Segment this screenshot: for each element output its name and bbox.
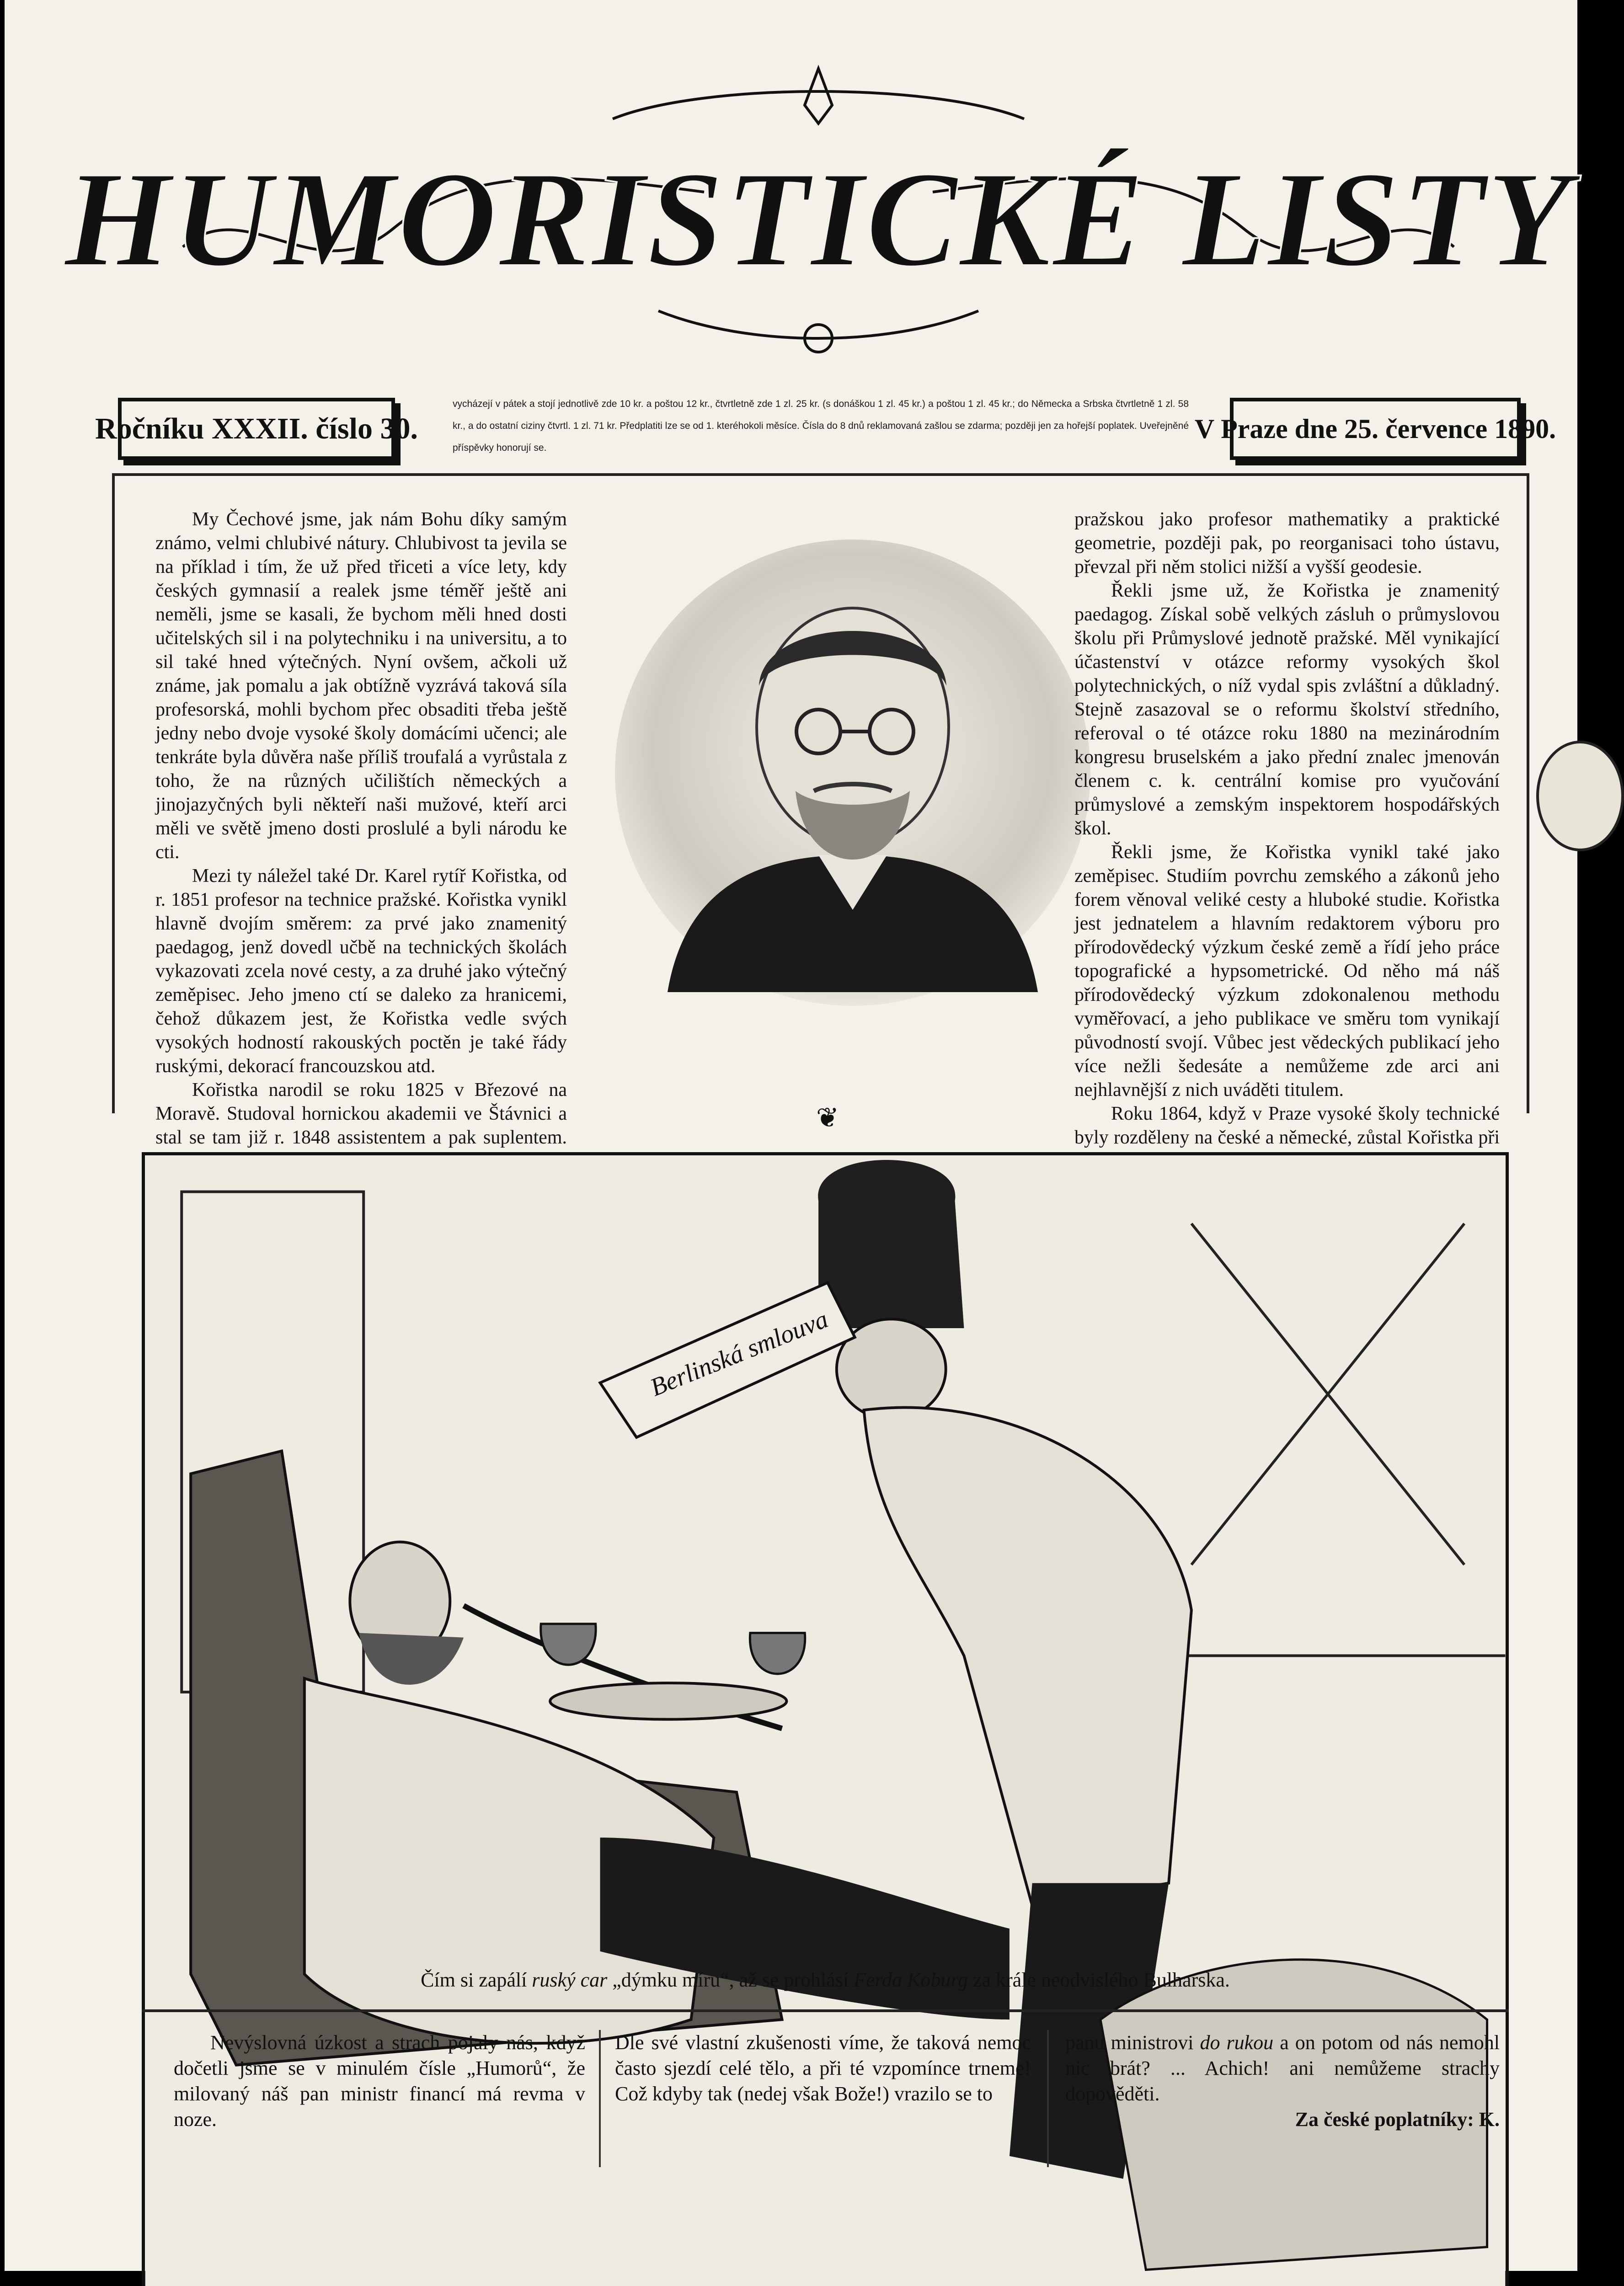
article-paragraph: Kořistka narodil se roku 1825 v Březové na Moravě. Studoval hornickou akademii ve Štávnici a stal se tam již r. 1848 assistentem a pak suplentem. (155, 1079, 567, 1148)
frame-left-border (112, 473, 115, 1113)
footer-col3-prefix: panu ministrovi (1065, 2031, 1200, 2054)
portrait-engraving-icon (613, 535, 1093, 1010)
column-divider (599, 2030, 601, 2167)
footer-column-2: Dle své vlastní zkušenosti víme, že taková nemoc často sjezdí celé tělo, a při té vzpomínce trneme! Což kdyby tak (nedej však Bože!) vrazilo se to (615, 2031, 1031, 2105)
footer-rule (142, 2009, 1509, 2012)
footer-column-1: Nevýslovná úzkost a strach pojaly nás, když dočetli jsme se v minulém čísle „Humorů“, že milovaný náš pan ministr financí má revma v noze. (174, 2031, 585, 2131)
newspaper-page (5, 0, 1577, 2271)
article-left-column (155, 507, 567, 1173)
article-paragraph: Roku 1864, když v Praze vysoké školy technické byly rozděleny na české a německé, zůstal Kořistka při (1074, 1103, 1500, 1148)
footer-column-3 (1065, 2030, 1500, 2132)
caption-suffix: za krále neodvislého Bulharska. (967, 1969, 1230, 1991)
cartoon-caption (142, 1968, 1509, 1992)
footer-col3-suffix: a on potom od nás nemohl nic brát? ... Achich! ani nemůžeme strachy dopověděti. (1065, 2031, 1500, 2105)
article-paragraph: Řekli jsme už, že Kořistka je znamenitý paedagog. Získal sobě velkých zásluh o průmyslovou školu při Průmyslové jednotě pražské. Měl vynikající účastenství v otázce reformy vysokých škol polytechnických, o níž vydal spis zvláštní a důkladný. Stejně zasazoval se o reformu školství středního, referoval o té otázce roku 1880 na mezinárodním kongresu bruselském a jako přední znalec jmenován členem c. k. centrální komise pro vyučování průmyslové a zemským inspektorem hospodářských škol. (1074, 580, 1500, 839)
footer-signature: Za české poplatníky: K. (1295, 2108, 1500, 2131)
scroll-text: Berlinská smlouva (646, 1305, 832, 1402)
subscription-info: vycházejí v pátek a stojí jednotlivě zde 10 kr. a poštou 12 kr., čtvrtletně zde 1 zl. 25 kr. (s donáškou 1 zl. 45 kr.) a poštou 1 zl. 45 kr.; do Německa a Srbska čtvrtletně 1 zl. 58 kr., a do ostatní ciziny čtvrtl. 1 zl. 71 kr. Předplatiti lze se od 1. kteréhokoli měsíce. Čísla do 8 dnů reklamovaná zašlou se zdarma; později jen za hořejší poplatek. Uveřejněné příspěvky honorují se. (453, 399, 1189, 453)
column-divider (1047, 2030, 1049, 2167)
caption-emphasis: ruský car (532, 1969, 608, 1991)
date-badge (1194, 398, 1556, 460)
volume-text: Ročníku XXXII. číslo 30. (95, 412, 418, 445)
masthead-ornament-icon (64, 55, 1572, 375)
library-stamp-icon (1536, 741, 1624, 851)
caption-mid: „dýmku míru“, až se prohlásí (607, 1969, 854, 1991)
article-paragraph: My Čechové jsme, jak nám Bohu díky samým známo, velmi chlubivé nátury. Chlubivost ta jevila se na příklad i tím, že už před třiceti a více lety, kdy českých gymnasií a realek jsme téměř ještě ani neměli, jsme se kasali, že bychom měli hned dosti učitelských sil i na polytechniku i na universitu, a to sil také hned výtečných. Nyní ovšem, ačkoli už známe, jak pomalu a jak obtížně vyzrává taková síla profesorská, mohli bychom přec obsaditi třeba ještě jedny nebo dvoje vysoké školy domácími učenci; ale tenkráte byla důvěra naše příliš troufalá a vyrůstala z toho, že na různých učilištích německých a jinojazyčných byli někteří naši mužové, kteří arci měli ve světě jmeno dosti proslulé a byli národu ke cti. (155, 509, 567, 863)
article-right-column (1074, 507, 1500, 1173)
article-paragraph: Řekli jsme, že Kořistka vynikl také jako zeměpisec. Studiím povrchu zemského a zákonů jeho forem věnoval veliké cesty a hluboké studie. Kořistka jest jednatelem a hlavním redaktorem výboru pro přírodovědecký výzkum české země a řídí jeho práce topografické a hypsometrické. Od něho má náš přírodovědecký výzkum zdokonalenou methodu vyměřovací, a jeho publikace ve směru tom vynikají původností svojí. Vůbec jest vědeckých publikací jeho více nežli šedesáte a nemůžeme zde arci ani nejhlavnější z nich uváděti titulem. (1074, 842, 1500, 1100)
volume-badge (95, 398, 418, 460)
date-text: V Praze dne 25. července 1890. (1194, 413, 1556, 444)
masthead-title: HUMORISTICKÉ LISTY (64, 143, 1572, 295)
footer-col3-emphasis: do rukou (1200, 2031, 1274, 2054)
article-paragraph: pražskou jako profesor mathematiky a praktické geometrie, později pak, po reorganisaci toho ústavu, převzal při něm stolici nižší a vyšší geodesie. (1074, 509, 1500, 577)
article-paragraph: Mezi ty náležel také Dr. Karel rytíř Kořistka, od r. 1851 profesor na technice pražské. Kořistka vynikl hlavně dvojím směrem: za prvé jako znamenitý paedagog, jenž dovedl učbě na technických školách vykazovati zcela nové cesty, a za druhé jako výtečný zeměpisec. Jeho jmeno ctí se daleko za hranicemi, čehož důkazem jest, že Kořistka vedle svých vysokých hodností rakouských poctěn je také řády ruskými, dekorací francouzskou atd. (155, 865, 567, 1077)
masthead (64, 55, 1572, 375)
ornament-divider-icon: ❦ (816, 1103, 839, 1133)
frame-right-border (1527, 473, 1529, 1113)
caption-prefix: Čím si zapálí (421, 1969, 532, 1991)
caption-emphasis: Ferda Koburg (854, 1969, 968, 1991)
